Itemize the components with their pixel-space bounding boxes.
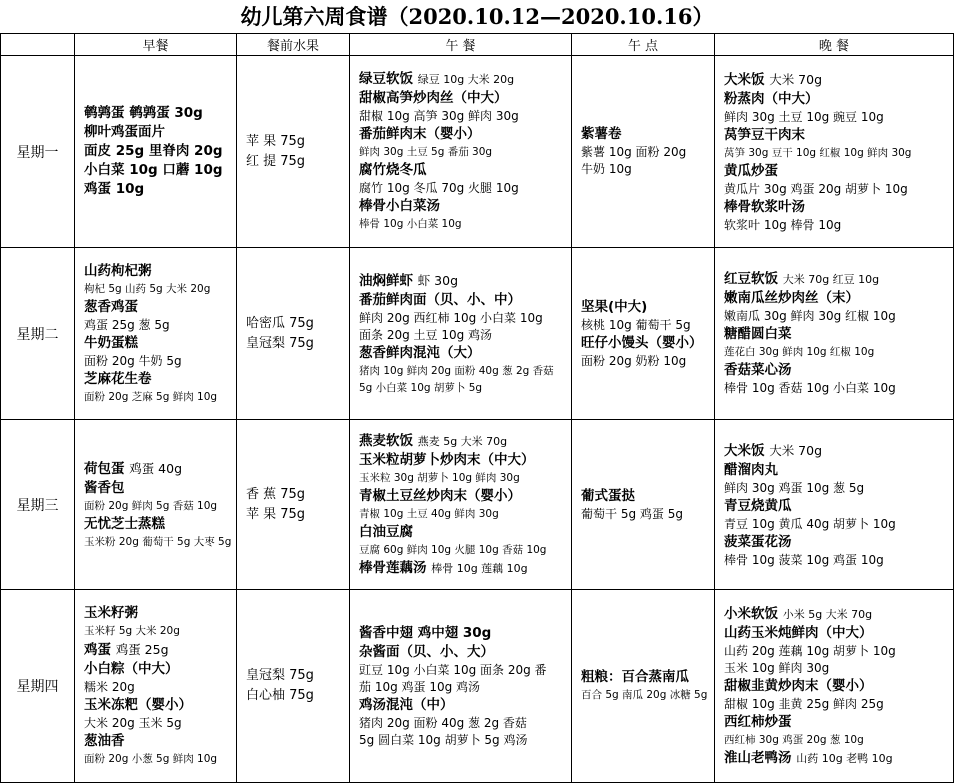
dish-name-text: 玉米粒胡萝卜炒肉末（中大） (359, 451, 535, 468)
dish-name-text: 粉蒸肉（中大） (724, 90, 819, 107)
dish-name-text: 醋溜肉丸 (724, 461, 778, 478)
dish-name-text: 旺仔小馒头（婴小） (581, 334, 703, 351)
dish-name (581, 125, 714, 144)
ingredients-line: 鲜肉 30g 土豆 10g 豌豆 10g (724, 109, 884, 124)
lunch-cell (350, 248, 572, 420)
dish-name-text: 大米饭 (724, 442, 765, 459)
ingredients-line: 糯米 20g (84, 680, 135, 694)
dish-name (724, 624, 953, 643)
ingredients-line: 甜椒 10g 韭黄 25g 鲜肉 25g (724, 696, 884, 711)
snack-list (581, 125, 714, 178)
dish-name-text: 棒骨莲藕汤 (359, 559, 427, 576)
dish-name-text: 红豆软饭 (724, 271, 778, 287)
dish-name (581, 334, 714, 353)
ingredients-line: 青豆 10g 黄瓜 40g 胡萝卜 10g (724, 516, 896, 531)
dish-name-text: 杂酱面（贝、小、大） (359, 643, 494, 660)
dish-name (359, 487, 571, 506)
fruit-cell (237, 56, 350, 248)
ingredients-line: 鲜肉 30g 鸡蛋 10g 葱 5g (724, 480, 865, 495)
fruit-item: 皇冠梨 75g (246, 668, 314, 683)
dish-name (84, 298, 236, 317)
dish-name (84, 732, 236, 751)
dish-name-text: 香菇菜心汤 (724, 362, 792, 378)
dish-name-text: 小米软饭 (724, 605, 778, 622)
dish-name-text: 菠菜蛋花汤 (724, 533, 792, 550)
dish-name-text: 粗粮：百合蒸南瓜 (581, 669, 689, 685)
dish-name (724, 70, 953, 90)
lunch-cell (350, 56, 572, 248)
dish-name (84, 161, 236, 180)
ingredients-line: 玉米籽 5g 大米 20g (84, 625, 180, 637)
header-dinner: 晚 餐 (715, 34, 954, 56)
dish-name (724, 713, 953, 732)
dish-name (84, 334, 236, 353)
dish-ingredients-inline: 鸡蛋 40g (129, 460, 183, 476)
dish-name (84, 262, 236, 281)
ingredients-line: 5g 小白菜 10g 胡萝卜 5g (359, 381, 483, 394)
snack-cell (572, 56, 715, 248)
dish-name (724, 325, 953, 344)
fruit-list (246, 666, 349, 706)
dish-name-text: 葱香鸡蛋 (84, 298, 138, 315)
dish-name-text: 青豆烧黄瓜 (724, 497, 792, 514)
dish-name-text: 鸡汤混沌（中） (359, 696, 454, 713)
dish-name (724, 461, 953, 480)
ingredients-line: 棒骨 10g 菠菜 10g 鸡蛋 10g (724, 552, 884, 567)
table-row (1, 590, 954, 783)
ingredients-line: 面粉 20g 芝麻 5g 鲜肉 10g (84, 390, 218, 403)
dish-name-text: 淮山老鸭汤 (724, 749, 792, 766)
ingredients-line: 豇豆 10g 小白菜 10g 面条 20g 番 (359, 662, 547, 677)
ingredients-line: 核桃 10g 葡萄干 5g (581, 317, 691, 332)
snack-cell (572, 590, 715, 783)
dish-ingredients-inline: 燕麦 5g 大米 70g (417, 434, 508, 448)
dish-name-text: 棒骨小白菜汤 (359, 198, 440, 214)
ingredients-line: 茄 10g 鸡蛋 10g 鸡汤 (359, 679, 481, 694)
dish-ingredients-inline: 大米 70g 红豆 10g (782, 273, 880, 286)
ingredients-line: 猪肉 10g 鲜肉 20g 面粉 40g 葱 2g 香菇 (359, 364, 554, 377)
fruit-list (246, 485, 349, 525)
fruit-list (246, 314, 349, 354)
ingredients-line: 青椒 10g 土豆 40g 鲜肉 30g (359, 507, 499, 520)
table-row (1, 56, 954, 248)
breakfast-cell (75, 56, 237, 248)
dish-ingredients-inline: 鸡蛋 25g (115, 642, 169, 657)
dish-name (359, 271, 571, 291)
dish-name (84, 459, 236, 479)
snack-list (581, 668, 714, 704)
dish-name (724, 126, 953, 145)
ingredients-line: 腐竹 10g 冬瓜 70g 火腿 10g (359, 181, 519, 195)
day-label: 星期四 (1, 590, 75, 783)
day-label: 星期二 (1, 248, 75, 420)
dinner-list (724, 441, 953, 569)
ingredients-line: 面粉 20g 小葱 5g 鲜肉 10g (84, 753, 218, 765)
dish-name (359, 432, 571, 451)
dish-name-text: 葡式蛋挞 (581, 487, 635, 504)
dish-name (84, 123, 236, 142)
ingredients-line: 葡萄干 5g 鸡蛋 5g (581, 506, 683, 521)
dish-name-text: 小白菜 10g 口蘑 10g (84, 162, 223, 178)
ingredients-line: 面粉 20g 鲜肉 5g 香菇 10g (84, 499, 218, 512)
ingredients-line: 鲜肉 20g 西红柿 10g 小白菜 10g (359, 310, 543, 325)
fruit-item: 皇冠梨 75g (246, 335, 314, 351)
ingredients-line: 莴笋 30g 豆干 10g 红椒 10g 鲜肉 30g (724, 146, 912, 159)
dish-name-text: 番茄鲜肉面（贝、小、中） (359, 291, 521, 308)
dinner-cell (715, 56, 954, 248)
dish-name (84, 696, 236, 715)
dish-name-text: 酱香中翅 鸡中翅 30g (359, 624, 492, 641)
ingredients-line: 嫩南瓜 30g 鲜肉 30g 红椒 10g (724, 309, 896, 323)
dish-name (724, 677, 953, 696)
dish-name-text: 葱香鲜肉混沌（大） (359, 344, 481, 361)
fruit-cell (237, 248, 350, 420)
ingredients-line: 枸杞 5g 山药 5g 大米 20g (84, 282, 211, 295)
snack-list (581, 487, 714, 523)
dish-name-text: 柳叶鸡蛋面片 (84, 124, 165, 140)
dish-name-text: 番茄鲜肉末（婴小） (359, 126, 481, 142)
ingredients-line: 紫薯 10g 面粉 20g (581, 145, 687, 159)
dish-name (724, 533, 953, 552)
ingredients-line: 玉米粉 20g 葡萄干 5g 大枣 5g (84, 535, 232, 548)
header-fruit: 餐前水果 (237, 34, 350, 56)
dish-name-text: 甜椒韭黄炒肉末（婴小） (724, 677, 873, 694)
dish-name-text: 西红柿炒蛋 (724, 713, 792, 730)
dish-name-text: 小白粽（中大） (84, 661, 179, 677)
lunch-list (359, 624, 571, 749)
dish-name (359, 291, 571, 310)
dish-name-text: 绿豆软饭 (359, 71, 413, 87)
lunch-list (359, 70, 571, 233)
ingredients-line: 玉米 10g 鲜肉 30g (724, 660, 830, 675)
lunch-list (359, 432, 571, 578)
lunch-cell (350, 590, 572, 783)
dish-name (724, 361, 953, 380)
breakfast-cell (75, 248, 237, 420)
ingredients-line: 鸡蛋 25g 葱 5g (84, 317, 170, 332)
lunch-cell (350, 420, 572, 590)
dish-name (359, 89, 571, 108)
dish-name-text: 油焖鲜虾 (359, 272, 413, 289)
ingredients-line: 面条 20g 土豆 10g 鸡汤 (359, 327, 493, 342)
ingredients-line: 棒骨 10g 小白菜 10g (359, 218, 462, 230)
dish-name (359, 197, 571, 216)
ingredients-line: 5g 圆白菜 10g 胡萝卜 5g 鸡汤 (359, 732, 528, 747)
dish-name-text: 坚果(中大) (581, 298, 648, 315)
fruit-item: 红 提 75g (246, 153, 306, 169)
dish-name (581, 487, 714, 506)
dish-name (359, 125, 571, 144)
dish-name (84, 104, 236, 123)
dish-name-text: 玉米籽粥 (84, 605, 138, 621)
dish-name (84, 142, 236, 161)
dish-name (359, 451, 571, 470)
dish-name (724, 605, 953, 624)
ingredients-line: 猪肉 20g 面粉 40g 葱 2g 香菇 (359, 715, 527, 730)
breakfast-list (84, 262, 236, 406)
breakfast-cell (75, 420, 237, 590)
dish-name-text: 鸡蛋 10g (84, 181, 145, 197)
fruit-item: 香 蕉 75g (246, 486, 306, 502)
table-row (1, 248, 954, 420)
dish-name (724, 441, 953, 461)
dish-name-text: 棒骨软浆叶汤 (724, 198, 805, 215)
dish-name-text: 白油豆腐 (359, 523, 413, 540)
dish-name-text: 荷包蛋 (84, 460, 125, 477)
dish-name-text: 鹌鹑蛋 鹌鹑蛋 30g (84, 105, 203, 121)
dish-name-text: 玉米冻粑（婴小） (84, 697, 192, 713)
breakfast-cell (75, 590, 237, 783)
dish-name (724, 162, 953, 181)
dish-name-text: 山药枸杞粥 (84, 262, 152, 279)
day-label: 星期三 (1, 420, 75, 590)
breakfast-list (84, 104, 236, 199)
dish-name (724, 90, 953, 109)
dish-name-text: 山药玉米炖鲜肉（中大） (724, 624, 873, 641)
dish-name (724, 497, 953, 516)
fruit-item: 哈密瓜 75g (246, 315, 314, 331)
lunch-list (359, 271, 571, 397)
dish-name-text: 面皮 25g 里脊肉 20g (84, 143, 223, 159)
dish-name-text: 芝麻花生卷 (84, 370, 152, 387)
dish-name (359, 624, 571, 643)
dish-name (724, 749, 953, 768)
fruit-item: 白心柚 75g (246, 688, 314, 703)
dish-name-text: 大米饭 (724, 71, 765, 88)
dish-name (359, 161, 571, 180)
breakfast-list (84, 604, 236, 768)
dinner-list (724, 70, 953, 234)
dish-name (359, 344, 571, 363)
dish-name (359, 643, 571, 662)
fruit-list (246, 132, 349, 172)
dish-name (84, 515, 236, 534)
fruit-item: 苹 果 75g (246, 133, 306, 149)
ingredients-line: 鲜肉 30g 土豆 5g 番茄 30g (359, 146, 493, 158)
dish-name (84, 180, 236, 199)
fruit-cell (237, 590, 350, 783)
dish-name-text: 酱香包 (84, 479, 125, 496)
header-lunch: 午 餐 (350, 34, 572, 56)
dish-name (84, 479, 236, 498)
dish-name (359, 523, 571, 542)
fruit-cell (237, 420, 350, 590)
dish-name-text: 葱油香 (84, 733, 125, 749)
ingredients-line: 软浆叶 10g 棒骨 10g (724, 217, 842, 232)
dish-name (359, 70, 571, 89)
dish-name (581, 668, 714, 687)
snack-cell (572, 420, 715, 590)
ingredients-line: 西红柿 30g 鸡蛋 20g 葱 10g (724, 733, 864, 746)
dish-ingredients-inline: 小米 5g 大米 70g (782, 607, 873, 621)
dinner-list (724, 605, 953, 768)
ingredients-line: 甜椒 10g 高笋 30g 鲜肉 30g (359, 109, 519, 123)
dish-name-text: 无忧芝士蒸糕 (84, 515, 165, 532)
table-row (1, 420, 954, 590)
dish-ingredients-inline: 虾 30g (417, 272, 459, 288)
dish-name (724, 270, 953, 289)
ingredients-line: 牛奶 10g (581, 162, 632, 176)
page-title: 幼儿第六周食谱（2020.10.12—2020.10.16） (240, 4, 714, 29)
dish-ingredients-inline: 棒骨 10g 莲藕 10g (431, 561, 528, 575)
dish-name-text: 莴笋豆干肉末 (724, 126, 805, 143)
dish-name (581, 298, 714, 317)
ingredients-line: 百合 5g 南瓜 20g 冰糖 5g (581, 689, 708, 701)
dish-name (359, 559, 571, 578)
dish-name-text: 腐竹烧冬瓜 (359, 162, 427, 178)
dish-ingredients-inline: 大米 70g (769, 71, 823, 87)
fruit-item: 苹 果 75g (246, 506, 306, 522)
snack-list (581, 298, 714, 370)
ingredients-line: 玉米粒 30g 胡萝卜 10g 鲜肉 30g (359, 471, 520, 484)
menu-table (0, 33, 954, 783)
breakfast-list (84, 459, 236, 551)
dish-name-text: 甜椒高笋炒肉丝（中大） (359, 90, 508, 106)
header-day (1, 34, 75, 56)
dish-name (724, 289, 953, 308)
ingredients-line: 莲花白 30g 鲜肉 10g 红椒 10g (724, 346, 875, 358)
day-label: 星期一 (1, 56, 75, 248)
dish-name (84, 370, 236, 389)
ingredients-line: 面粉 20g 牛奶 5g (84, 353, 182, 368)
ingredients-line: 大米 20g 玉米 5g (84, 716, 182, 730)
ingredients-line: 黄瓜片 30g 鸡蛋 20g 胡萝卜 10g (724, 181, 908, 196)
dish-name-text: 鸡蛋 (84, 642, 111, 658)
snack-cell (572, 248, 715, 420)
dish-name (84, 604, 236, 623)
ingredients-line: 棒骨 10g 香菇 10g 小白菜 10g (724, 381, 896, 395)
dish-name-text: 嫩南瓜丝炒肉丝（末） (724, 290, 859, 306)
dinner-cell (715, 590, 954, 783)
dish-ingredients-inline: 绿豆 10g 大米 20g (417, 73, 515, 86)
header-row (1, 34, 954, 56)
dish-name (724, 198, 953, 217)
dish-name-text: 牛奶蛋糕 (84, 334, 138, 351)
dish-name (84, 640, 236, 660)
dish-ingredients-inline: 山药 10g 老鸭 10g (796, 751, 893, 765)
header-snack: 午 点 (572, 34, 715, 56)
dinner-cell (715, 420, 954, 590)
ingredients-line: 豆腐 60g 鲜肉 10g 火腿 10g 香菇 10g (359, 543, 547, 556)
dish-name (84, 660, 236, 679)
dish-name (359, 696, 571, 715)
dish-name-text: 燕麦软饭 (359, 432, 413, 449)
header-breakfast: 早餐 (75, 34, 237, 56)
dish-name-text: 糖醋圆白菜 (724, 326, 792, 342)
dinner-cell (715, 248, 954, 420)
ingredients-line: 面粉 20g 奶粉 10g (581, 353, 687, 368)
dish-ingredients-inline: 大米 70g (769, 442, 823, 458)
ingredients-line: 山药 20g 莲藕 10g 胡萝卜 10g (724, 643, 896, 658)
dinner-list (724, 270, 953, 397)
dish-name-text: 青椒土豆丝炒肉末（婴小） (359, 487, 521, 504)
dish-name-text: 黄瓜炒蛋 (724, 162, 778, 179)
dish-name-text: 紫薯卷 (581, 126, 622, 142)
